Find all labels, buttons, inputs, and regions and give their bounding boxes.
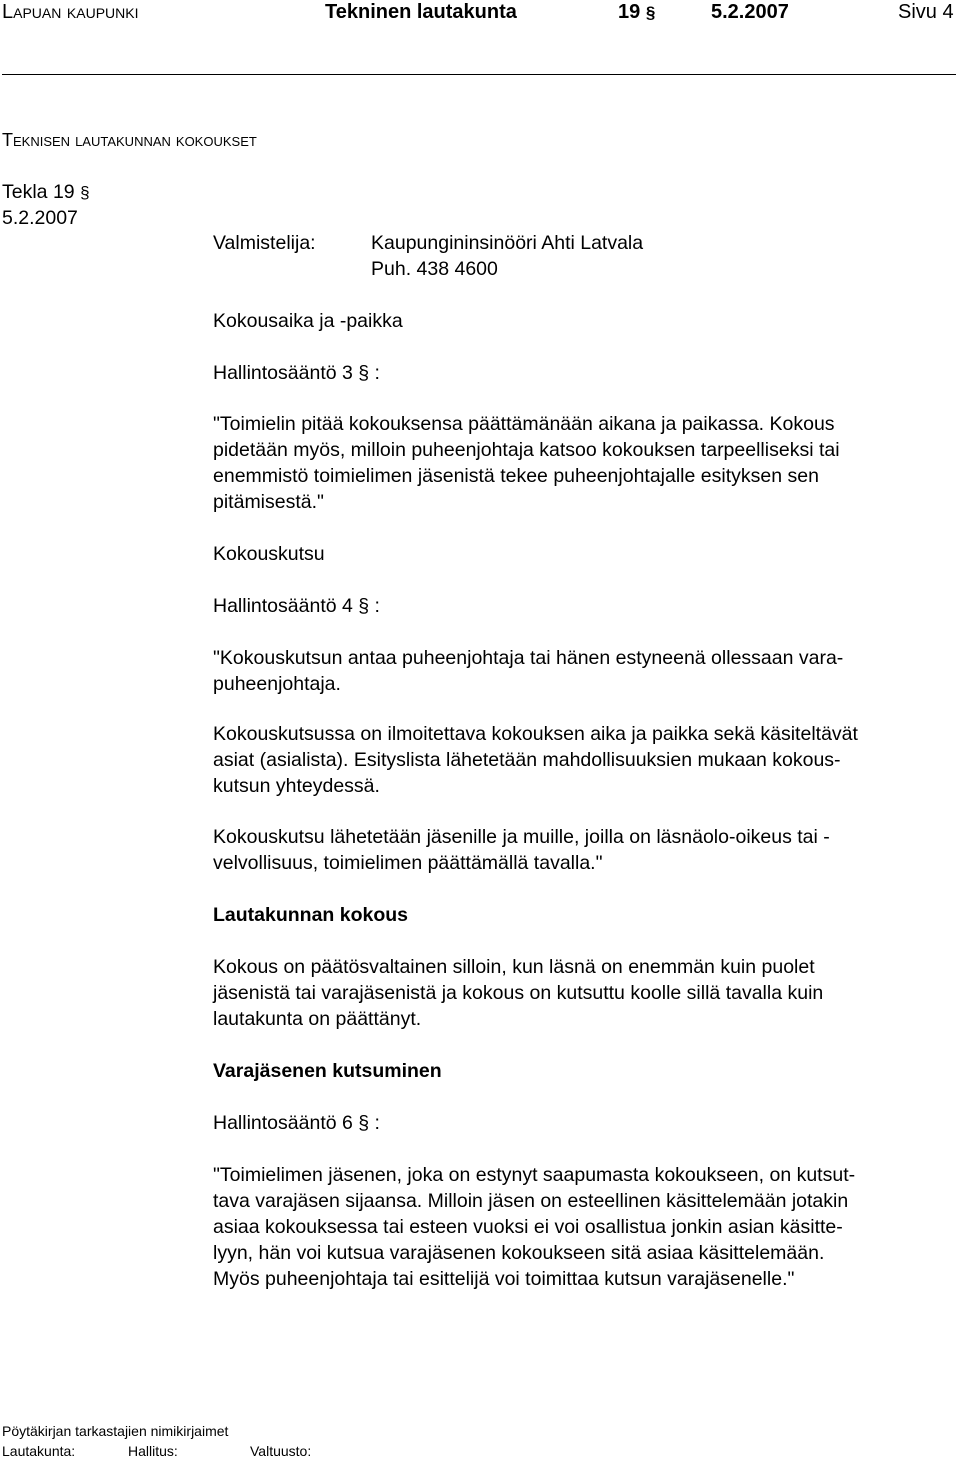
rule-reference-6-text: Hallintosääntö 6 § :	[213, 1112, 380, 1134]
paragraph-1-text: "Toimielin pitää kokouksensa päättämänään aikana ja paikassa. Kokous pidetään myös, milloin puheenjohtaja katsoo kokouksen tarpeelliseksi tai enemmistö toimielimen jäsenistä tekee puheenjohtajalle esityksen sen pitämisestä."	[213, 413, 840, 513]
header-section-value: 19	[618, 1, 641, 23]
footer-valtuusto: Valtuusto:	[250, 1443, 312, 1459]
footer-title: Pöytäkirjan tarkastajien nimikirjaimet	[2, 1423, 229, 1439]
footer-lautakunta: Lautakunta:	[2, 1443, 76, 1459]
page-header	[2, 0, 960, 24]
paragraph-3-text: Kokouskutsussa on ilmoitettava kokouksen aika ja paikka sekä käsiteltävät asiat (asialista). Esityslista lähetetään mahdollisuuksien mukaan kokous- kutsun yhteydessä.	[213, 723, 858, 797]
paragraph-2-text: "Kokouskutsun antaa puheenjohtaja tai hänen estyneenä ollessaan vara- puheenjohtaja.	[213, 647, 844, 695]
header-city: Lapuan kaupunki	[2, 1, 139, 23]
rule-reference-4-text: Hallintosääntö 4 § :	[213, 595, 380, 617]
heading-kokousaika	[213, 308, 958, 334]
header-divider	[2, 74, 956, 75]
heading-kokousaika-text: Kokousaika ja -paikka	[213, 310, 403, 332]
side-ref-section-symbol: §	[80, 183, 90, 202]
rule-reference-3-text: Hallintosääntö 3 § :	[213, 362, 380, 384]
side-ref-date: 5.2.2007	[2, 207, 78, 229]
preparer-name: Kaupungininsinööri Ahti Latvala	[371, 232, 644, 254]
paragraph-3	[213, 721, 958, 799]
header-department: Tekninen lautakunta	[325, 1, 517, 23]
preparer-label: Valmistelija:	[213, 232, 316, 254]
rule-reference-3	[213, 360, 958, 386]
side-ref-line1: Tekla 19	[2, 181, 75, 203]
paragraph-4-text: Kokouskutsu lähetetään jäsenille ja muille, joilla on läsnäolo-oikeus tai - velvollisuus, toimielimen päättämällä tavalla."	[213, 826, 830, 874]
rule-reference-6	[213, 1110, 958, 1136]
footer-hallitus: Hallitus:	[128, 1443, 178, 1459]
heading-lautakunnan-kokous	[213, 902, 958, 928]
paragraph-6-text: "Toimielimen jäsenen, joka on estynyt saapumasta kokoukseen, on kutsut- tava varajäsen sijaansa. Milloin jäsen on esteellinen käsittelemään jotakin asiaa kokouksessa tai esteen vuoksi ei voi osallistua jonkin asian käsitte- lyyn, hän voi kutsua varajäsenen kokoukseen sitä asiaa käsittelemään. Myös puheenjohtaja tai esittelijä voi toimittaa kutsun varajäsenelle."	[213, 1164, 856, 1290]
page-footer	[2, 1421, 311, 1461]
section-symbol: §	[645, 3, 656, 22]
header-section-number	[618, 0, 655, 25]
preparer-phone: Puh. 438 4600	[371, 258, 498, 280]
heading-lautakunnan-kokous-text: Lautakunnan kokous	[213, 904, 409, 926]
header-date: 5.2.2007	[711, 1, 789, 23]
paragraph-4	[213, 824, 958, 876]
heading-varajasen	[213, 1058, 958, 1084]
heading-kokouskutsu-text: Kokouskutsu	[213, 543, 325, 565]
paragraph-6	[213, 1162, 958, 1292]
header-page: Sivu 4	[898, 1, 954, 23]
paragraph-2	[213, 645, 958, 697]
footer-signatures	[2, 1441, 311, 1461]
side-reference	[2, 179, 90, 206]
document-title: Teknisen lautakunnan kokoukset	[2, 130, 257, 150]
paragraph-5-text: Kokous on päätösvaltainen silloin, kun läsnä on enemmän kuin puolet jäsenistä tai varajäsenistä ja kokous on kutsuttu koolle sillä tavalla kuin lautakunta on päättänyt.	[213, 956, 824, 1030]
paragraph-5	[213, 954, 958, 1032]
heading-varajasen-text: Varajäsenen kutsuminen	[213, 1060, 442, 1082]
heading-kokouskutsu	[213, 541, 958, 567]
rule-reference-4	[213, 593, 958, 619]
paragraph-1	[213, 411, 958, 515]
